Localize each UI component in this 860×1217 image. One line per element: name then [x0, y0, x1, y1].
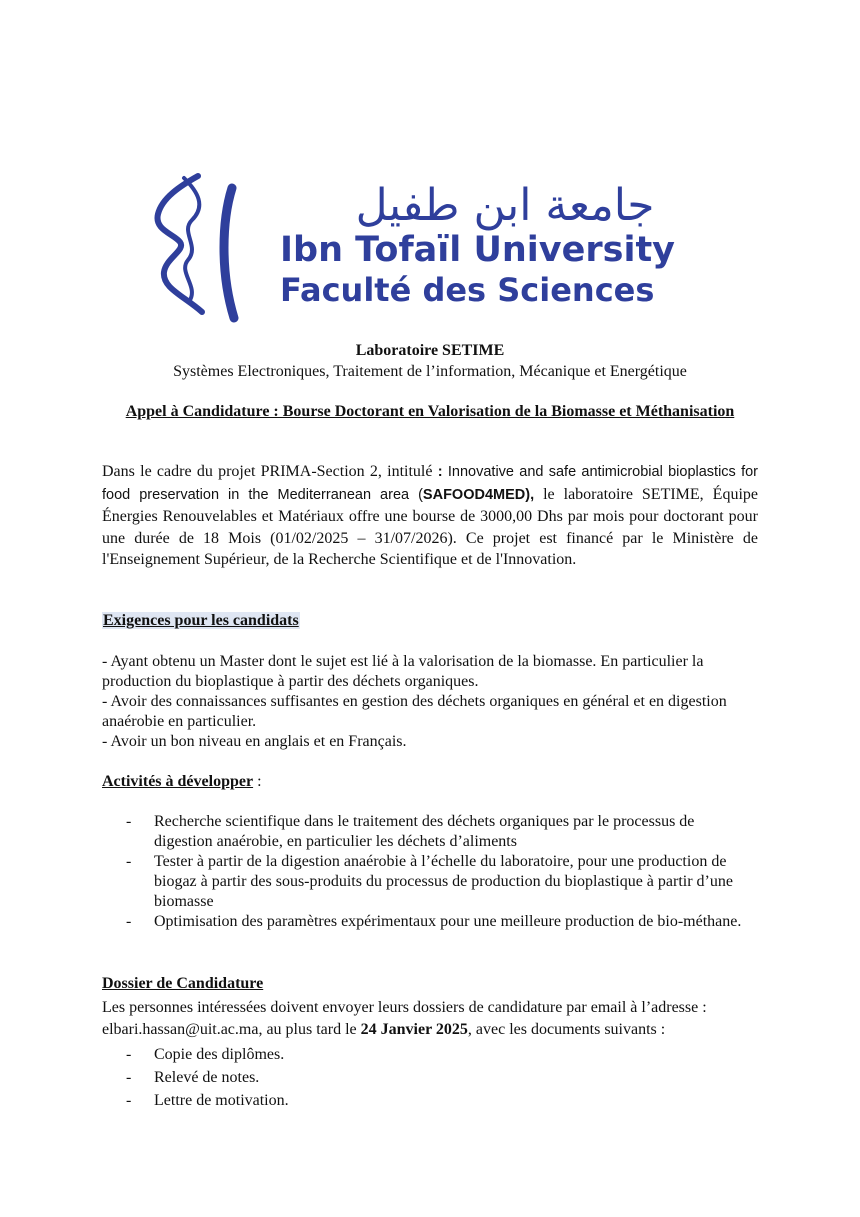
activities-list: [126, 812, 756, 932]
intro-text-2: le laboratoire SETIME, Équipe Énergies Renouvelables et Matériaux offre une bourse de 3000,00 Dhs par mois pour doctorant pour une durée de 18 Mois (01/02/2025 – 31/07/2026). Ce projet est financé par le Ministère de l'Enseignement Supérieur, de la Recherche Scientifique et de l'Innovation.: [102, 485, 758, 568]
activity-item: - Tester à partir de la digestion anaérobie à l’échelle du laboratoire, pour une production de biogaz à partir des sous-produits du processus de production du bioplastique à partir d’une biomasse: [126, 852, 756, 912]
project-acronym: SAFOOD4MED),: [422, 486, 535, 503]
deadline-date: 24 Janvier 2025: [360, 1021, 468, 1038]
university-logo: [140, 168, 730, 328]
logo-university-name: Ibn Tofaïl University: [280, 230, 675, 270]
call-title: Appel à Candidature : Bourse Doctorant en Valorisation de la Biomasse et Méthanisation: [125, 403, 735, 420]
document-item: - Relevé de notes.: [126, 1066, 756, 1089]
documents-list: [126, 1043, 756, 1112]
requirements-heading-text: Exigences pour les candidats: [103, 612, 299, 629]
requirements-heading: [102, 611, 300, 631]
deadline-prefix: au plus tard le: [262, 1021, 361, 1038]
requirement-item: - Avoir un bon niveau en anglais et en Français.: [102, 733, 407, 750]
intro-paragraph: [102, 461, 758, 571]
activity-item: - Recherche scientifique dans le traitement des déchets organiques par le processus de digestion anaérobie, en particulier les déchets d’aliments: [126, 812, 756, 852]
activities-heading-text: Activités à développer: [102, 773, 254, 790]
intro-colon: :: [432, 464, 448, 480]
activities-heading-suffix: :: [253, 773, 262, 790]
logo-faculty-name: Faculté des Sciences: [280, 271, 655, 309]
logo-arabic-name: جامعة ابن طفيل: [355, 180, 655, 231]
deadline-suffix: , avec les documents suivants :: [467, 1021, 666, 1038]
activities-heading: [102, 772, 262, 792]
project-title: Innovative and safe antimicrobial bioplastics for food preservation in the Mediterranean area (: [102, 464, 758, 503]
caduceus-logo-icon: [140, 168, 250, 328]
activity-item: - Optimisation des paramètres expérimentaux pour une meilleure production de bio-méthane.: [126, 912, 756, 932]
intro-text-1: Dans le cadre du projet PRIMA-Section 2, intitulé: [102, 463, 433, 480]
document-item: - Copie des diplômes.: [126, 1043, 756, 1066]
application-heading: Dossier de Candidature: [102, 975, 264, 992]
contact-email: elbari.hassan@uit.ac.ma,: [102, 1021, 263, 1038]
lab-title: Laboratoire SETIME: [355, 342, 505, 359]
document-item: - Lettre de motivation.: [126, 1089, 756, 1112]
application-text: [102, 997, 772, 1041]
application-line-1: Les personnes intéressées doivent envoyer leurs dossiers de candidature par email à l’adresse :: [102, 999, 707, 1016]
lab-subtitle: Systèmes Electroniques, Traitement de l’information, Mécanique et Energétique: [173, 363, 687, 380]
requirement-item: - Ayant obtenu un Master dont le sujet est lié à la valorisation de la biomasse. En particulier la production du bioplastique à partir des déchets organiques.: [102, 653, 704, 690]
requirement-item: - Avoir des connaissances suffisantes en gestion des déchets organiques en général et en digestion anaérobie en particulier.: [102, 693, 727, 730]
